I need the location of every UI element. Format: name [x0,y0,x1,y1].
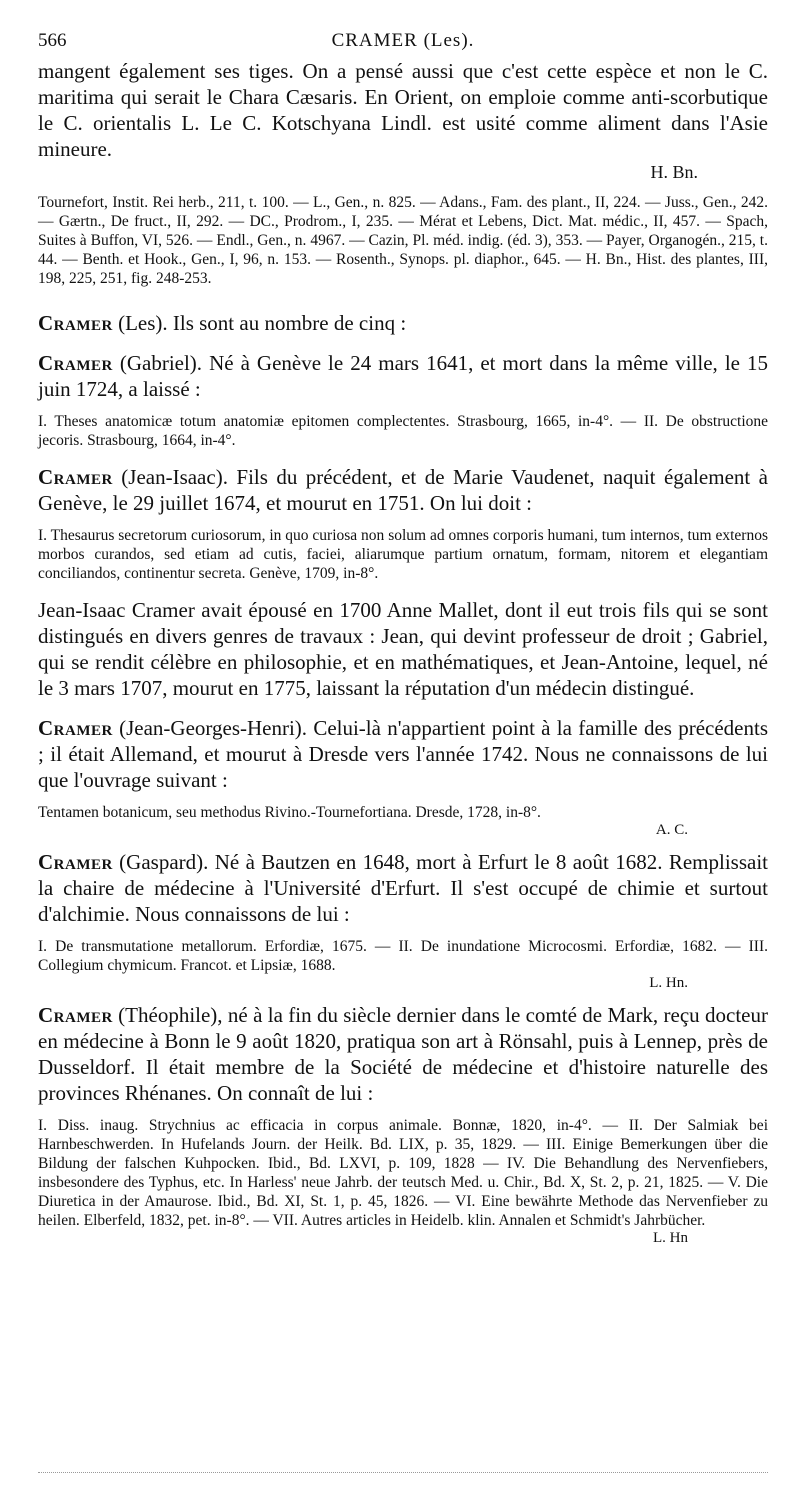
family-heading [38,310,768,336]
page [38,26,768,1247]
entry-signature: L. Hn [653,1230,688,1246]
entry-gaspard [38,849,768,927]
entry-works: I. Thesaurus secretorum curiosorum, in quo curiosa non solum ad omnes corporis humani, tum internos, tum externos morbos curandos, sed etiam ad cutis, faciei, aliarumque partium ornatum, formam, nitorem et elegantiam conciliandos, continentur secreta. Genève, 1709, in-8°. [38,527,768,582]
entry-text: (Jean-Georges-Henri). Celui-là n'appartient point à la famille des précédents ; il était Allemand, et mourut à Dresde vers l'année 1742. Nous ne connaissons de lui que l'ouvrage suivant : [38,716,768,792]
intro-signature: H. Bn. [650,162,698,182]
entry-jean-isaac [38,464,768,516]
running-title: CRAMER (Les). [331,30,475,51]
intro-paragraph: mangent également ses tiges. On a pensé aussi que c'est cette espèce et non le C. maritima qui serait le Chara Cæsaris. En Orient, on emploie comme anti-scorbutique le C. orientalis L. Le C. Kotschyana Lindl. est usité comme aliment dans l'Asie mineure. [38,59,768,161]
entry-headword: Cramer [38,465,113,489]
entry-text: (Théophile), né à la fin du siècle dernier dans le comté de Mark, reçu docteur en médecine à Bonn le 9 août 1820, pratiqua son art à Rönsahl, puis à Lennep, près de Dusseldorf. Il était membre de la Société de médecine et d'histoire naturelle des provinces Rhénanes. On connaît de lui : [38,1003,768,1105]
entry-headword: Cramer [38,716,113,740]
family-suffix: (Les). Ils sont au nombre de cinq : [112,311,407,335]
jean-isaac-paragraph: Jean-Isaac Cramer avait épousé en 1700 Anne Mallet, dont il eut trois fils qui se sont distingués en divers genres de travaux : Jean, qui devint professeur de droit ; Gabriel, qui se rendit célèbre en philosophie, et en mathématiques, et Jean-Antoine, lequel, né le 3 mars 1707, mourut en 1775, laissant la réputation d'un médecin distingué. [38,598,768,700]
entry-signature: A. C. [655,822,688,838]
entry-text: (Gabriel). Né à Genève le 24 mars 1641, et mort dans la même ville, le 15 juin 1724, a laissé : [38,351,768,401]
entry-works: I. De transmutatione metallorum. Erfordiæ, 1675. — II. De inundatione Microcosmi. Erfordiæ, 1682. — III. Collegium chymicum. Francot. et Lipsiæ, 1688. [38,938,768,974]
entry-text: (Jean-Isaac). Fils du précédent, et de Marie Vaudenet, naquit également à Genève, le 29 juillet 1674, et mourut en 1751. On lui doit : [38,465,768,515]
entry-headword: Cramer [38,351,113,375]
entry-jean-georges-henri [38,715,768,793]
entry-theophile [38,1002,768,1106]
entry-signature: L. Hn. [649,975,688,991]
entry-works: Tentamen botanicum, seu methodus Rivino.-Tournefortiana. Dresde, 1728, in-8°. [38,804,541,821]
footer-rule [38,1472,768,1473]
entry-works: I. Diss. inaug. Strychnius ac efficacia in corpus animale. Bonnæ, 1820, in-4°. — II. Der Salmiak bei Harnbeschwerden. In Hufelands Journ. der Heilk. Bd. LIX, p. 35, 1829. — III. Einige Bemerkungen über die Bildung der falschen Kuhpocken. Ibid., Bd. LXVI, p. 109, 1828 — IV. Die Behandlung des Nervenfiebers, insbesondere des Typhus, etc. In Harless' neue Jahrb. der teutsch Med. u. Chir., Bd. X, St. 2, p. 21, 1825. — V. Die Diuretica in der Amaurose. Ibid., Bd. XI, St. 1, p. 45, 1826. — VI. Eine bewährte Methode das Nervenfieber zu heilen. Elberfeld, 1832, pet. in-8°. — VII. Autres articles in Heidelb. klin. Annalen et Schmidt's Jahrbücher. [38,1117,768,1229]
intro-references: Tournefort, Instit. Rei herb., 211, t. 100. — L., Gen., n. 825. — Adans., Fam. des plant., II, 224. — Juss., Gen., 242. — Gærtn., De fruct., II, 292. — DC., Prodrom., I, 235. — Mérat et Lebens, Dict. Mat. médic., II, 457. — Spach, Suites à Buffon, VI, 526. — Endl., Gen., n. 4967. — Cazin, Pl. méd. indig. (éd. 3), 353. — Payer, Organogén., 215, t. 44. — Benth. et Hook., Gen., I, 96, n. 153. — Rosenth., Synops. pl. diaphor., 645. — H. Bn., Hist. des plantes, III, 198, 225, 251, fig. 248-253. [38,194,768,287]
entry-gabriel [38,350,768,402]
entry-headword: Cramer [38,1003,113,1027]
entry-works: I. Theses anatomicæ totum anatomiæ epitomen complectentes. Strasbourg, 1665, in-4°. — II. De obstructione jecoris. Strasbourg, 1664, in-4°. [38,413,768,449]
family-headword: Cramer [38,311,113,335]
page-number: 566 [38,30,67,51]
entry-text: (Gaspard). Né à Bautzen en 1648, mort à Erfurt le 8 août 1682. Remplissait la chaire de médecine à l'Université d'Erfurt. Il s'est occupé de chimie et surtout d'alchimie. Nous connaissons de lui : [38,850,768,926]
page-header [38,26,768,58]
entry-headword: Cramer [38,850,113,874]
